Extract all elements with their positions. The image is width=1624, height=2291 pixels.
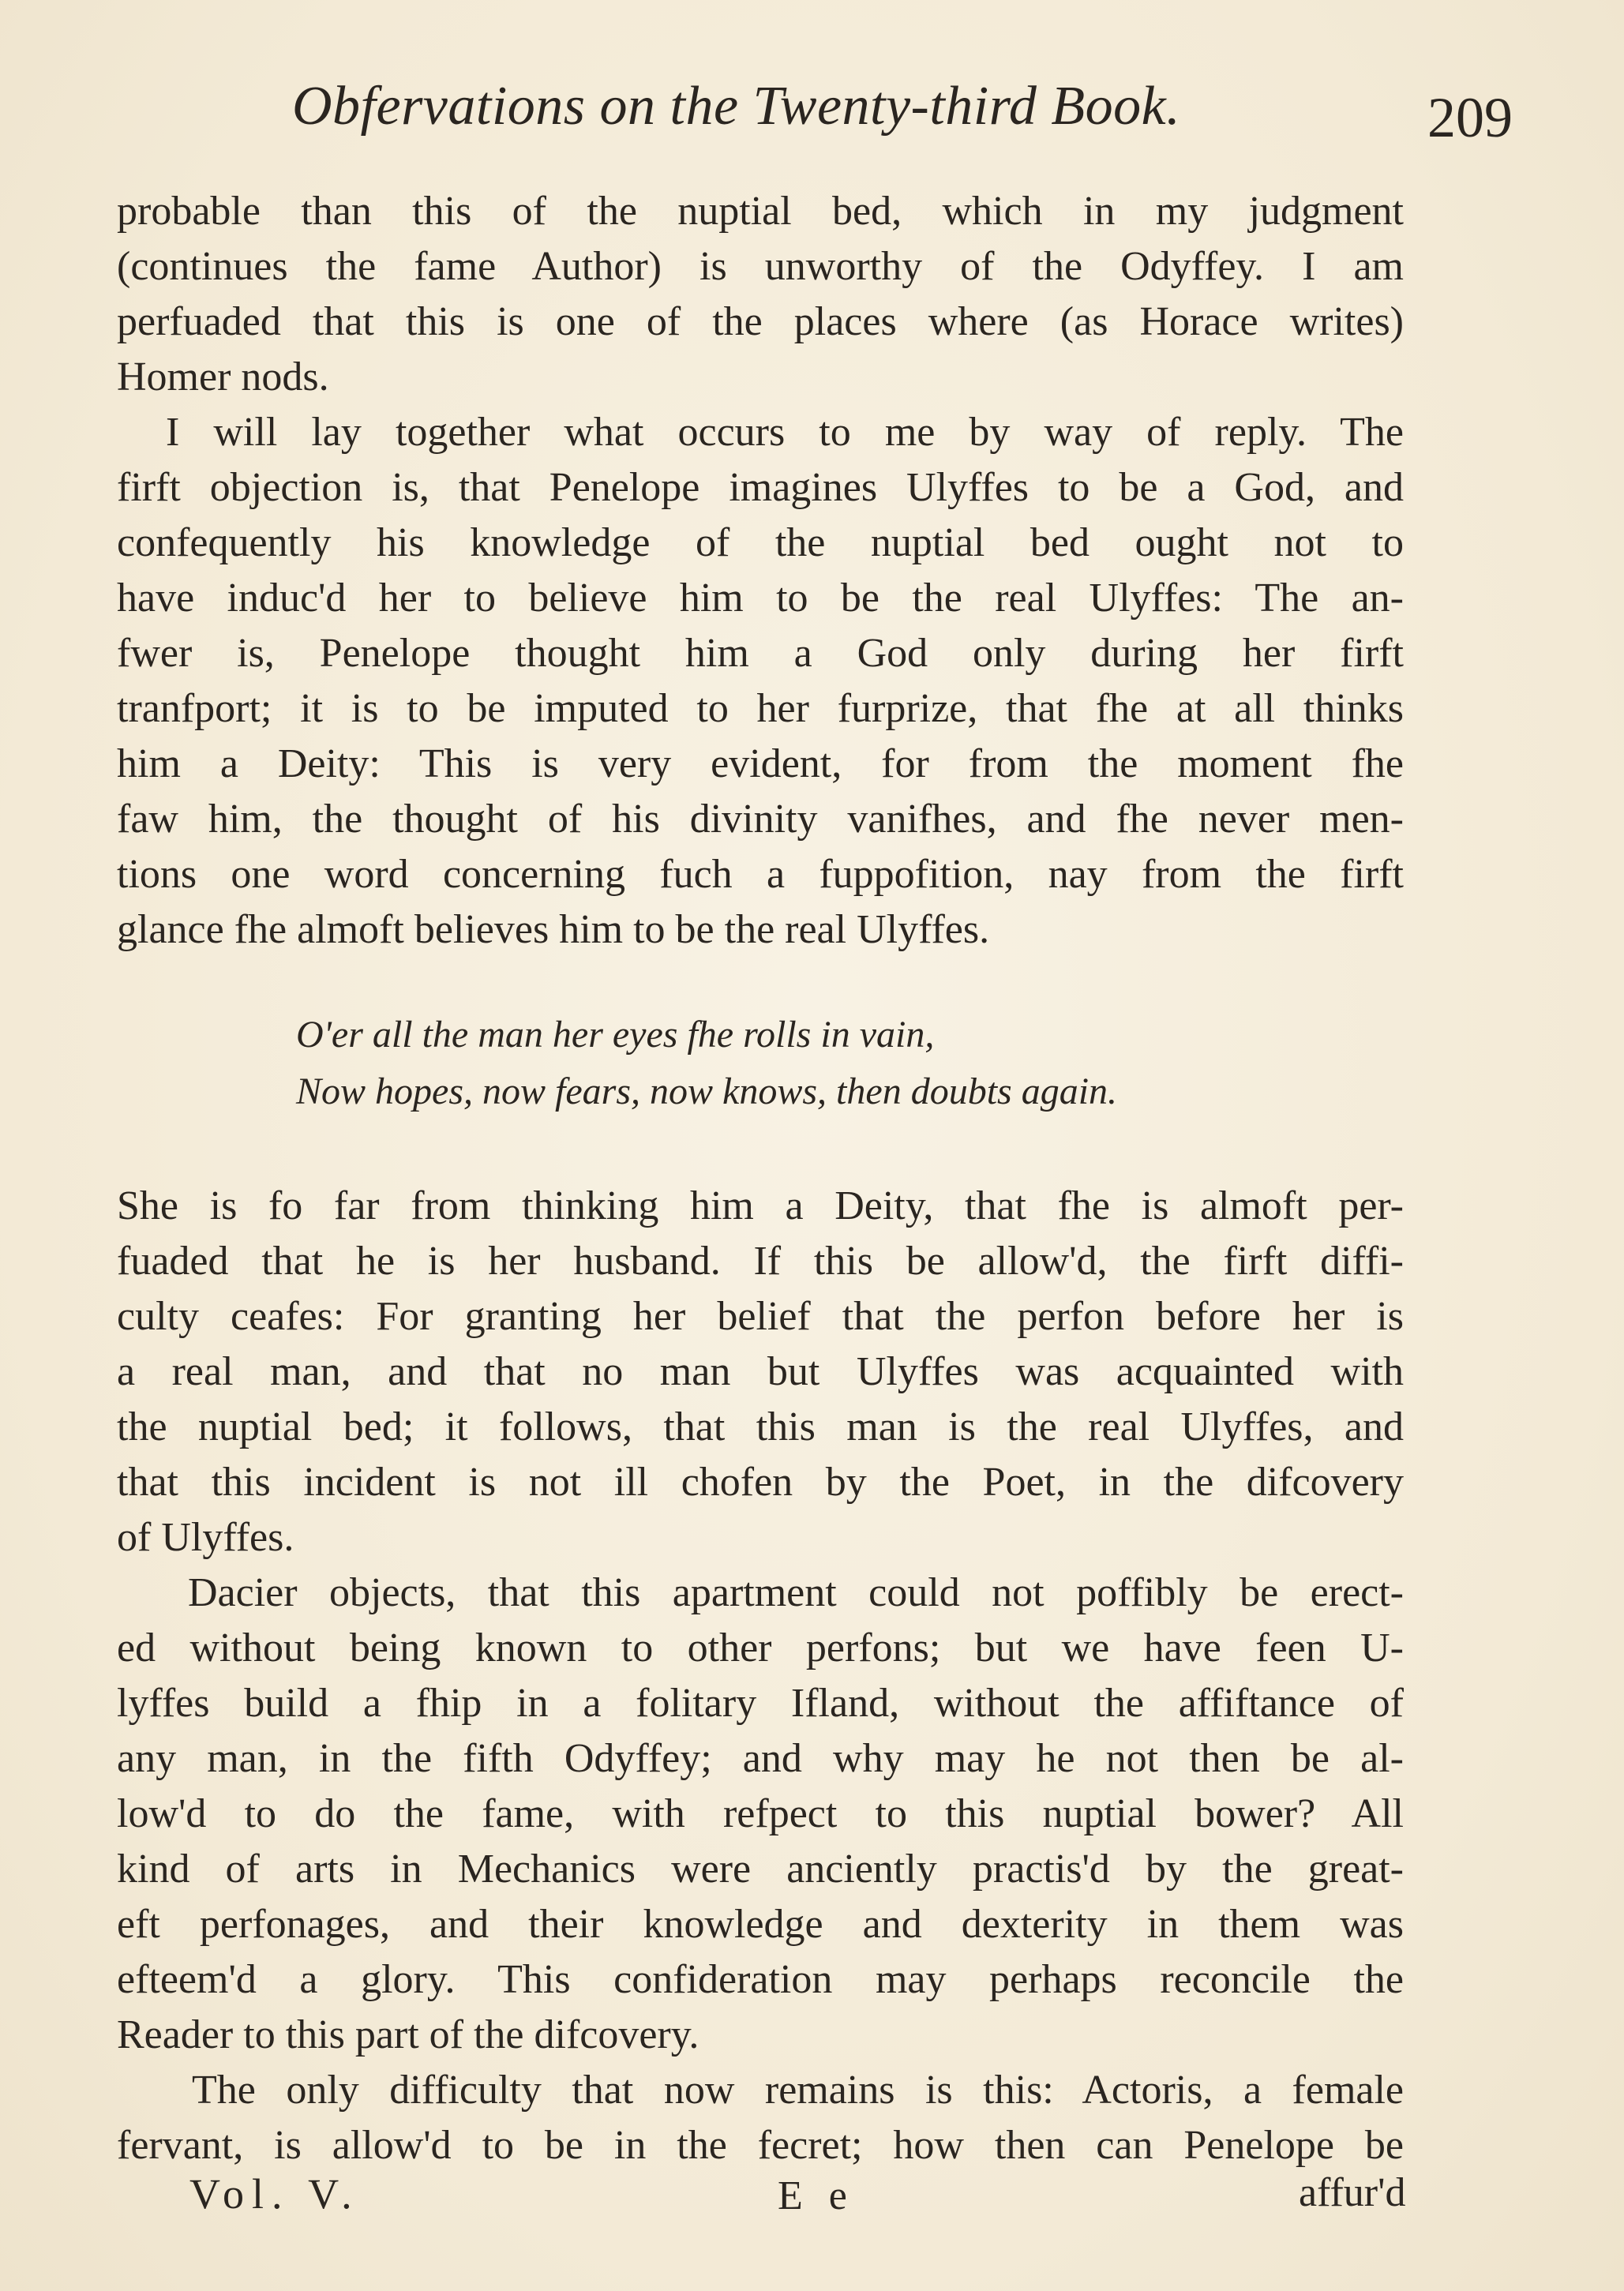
- text-line: low'd to do the fame, with refpect to this nuptial bower? All: [117, 1791, 1404, 1836]
- running-title: Obfervations on the Twenty-third Book.: [292, 76, 1181, 137]
- text-line: lyffes build a fhip in a folitary Ifland, without the affiftance of: [117, 1681, 1404, 1726]
- text-line: of Ulyffes.: [117, 1515, 294, 1560]
- text-line: She is fo far from thinking him a Deity, that fhe is almoft per-: [117, 1183, 1404, 1228]
- text-line: have induc'd her to believe him to be the real Ulyffes: The an-: [117, 576, 1404, 621]
- text-line: eft perfonages, and their knowledge and dexterity in them was: [117, 1902, 1404, 1947]
- text-line: glance fhe almoft believes him to be the real Ulyffes.: [117, 907, 990, 952]
- text-line: faw him, the thought of his divinity vanifhes, and fhe never men-: [117, 797, 1404, 842]
- text-line: fwer is, Penelope thought him a God only during her firft: [117, 631, 1404, 676]
- text-line: (continues the fame Author) is unworthy of the Odyffey. I am: [117, 244, 1404, 289]
- text-line: firft objection is, that Penelope imagines Ulyffes to be a God, and: [117, 465, 1404, 510]
- text-line: culty ceafes: For granting her belief that the perfon before her is: [117, 1294, 1404, 1339]
- text-line: fuaded that he is her husband. If this be allow'd, the firft diffi-: [117, 1239, 1404, 1284]
- text-line: him a Deity: This is very evident, for from the moment fhe: [117, 741, 1404, 786]
- signature-mark: E e: [778, 2173, 855, 2218]
- text-line: tions one word concerning fuch a fuppofition, nay from the firft: [117, 852, 1404, 897]
- text-line: ed without being known to other perfons; but we have feen U-: [117, 1625, 1404, 1670]
- text-line: that this incident is not ill chofen by the Poet, in the difcovery: [117, 1460, 1404, 1505]
- text-line: any man, in the fifth Odyffey; and why may he not then be al-: [117, 1736, 1404, 1781]
- volume-signature: Vol. V.: [189, 2170, 360, 2218]
- text-line: confequently his knowledge of the nuptial bed ought not to: [117, 520, 1404, 565]
- text-line: Homer nods.: [117, 354, 329, 399]
- verse-line-2: Now hopes, now fears, now knows, then doubts again.: [296, 1071, 1118, 1112]
- page-number: 209: [1427, 86, 1513, 149]
- text-line: the nuptial bed; it follows, that this man is the real Ulyffes, and: [117, 1404, 1404, 1449]
- text-line: efteem'd a glory. This confideration may perhaps reconcile the: [117, 1957, 1404, 2002]
- text-line: probable than this of the nuptial bed, which in my judgment: [117, 189, 1404, 234]
- text-line: tranfport; it is to be imputed to her furprize, that fhe at all thinks: [117, 686, 1404, 731]
- text-line: I will lay together what occurs to me by way of reply. The: [166, 410, 1404, 455]
- text-line: Dacier objects, that this apartment could not poffibly be erect-: [188, 1570, 1404, 1615]
- text-line: Reader to this part of the difcovery.: [117, 2012, 699, 2057]
- text-line: fervant, is allow'd to be in the fecret; how then can Penelope be: [117, 2123, 1404, 2168]
- text-line: The only difficulty that now remains is this: Actoris, a female: [192, 2068, 1404, 2113]
- text-line: perfuaded that this is one of the places where (as Horace writes): [117, 299, 1404, 344]
- text-line: kind of arts in Mechanics were anciently practis'd by the great-: [117, 1847, 1404, 1892]
- text-line: a real man, and that no man but Ulyffes was acquainted with: [117, 1349, 1404, 1394]
- catchword: affur'd: [1299, 2170, 1406, 2215]
- verse-line-1: O'er all the man her eyes fhe rolls in vain,: [296, 1014, 935, 1056]
